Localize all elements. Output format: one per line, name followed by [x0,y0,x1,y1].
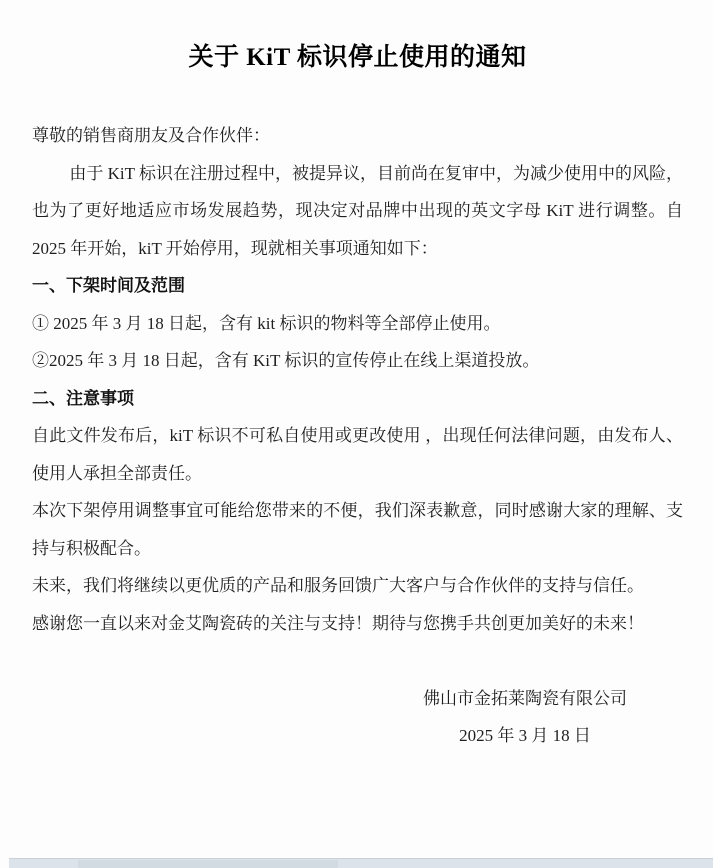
greeting-line: 尊敬的销售商朋友及合作伙伴： [32,126,270,145]
section-1-item-1: ① 2025 年 3 月 18 日起，含有 kit 标识的物料等全部停止使用。 [32,313,501,333]
legal-notice-paragraph: 自此文件发布后，kiT 标识不可私自使用或更改使用 ，出现任何法律问题，由发布人、使用人承担全部责任。 [32,426,683,483]
scrollbar-left-notch [0,858,9,868]
issue-date: 2025 年 3 月 18 日 [459,726,591,745]
apology-paragraph: 本次下架停用调整事宜可能给您带来的不便，我们深表歉意，同时感谢大家的理解、支持与积极配合。 [32,501,683,558]
future-commitment-paragraph: 未来，我们将继续以更优质的产品和服务回馈广大客户与合作伙伴的支持与信任。 [32,576,644,595]
signature-block [423,680,627,755]
intro-paragraph: 由于 KiT 标识在注册过程中，被提异议，目前尚在复审中，为减少使用中的风险，也为了更好地适应市场发展趋势，现决定对品牌中出现的英文字母 KiT 进行调整。自 2025 年开始，kiT 开始停用，现就相关事项通知如下： [32,163,683,258]
thanks-paragraph: 感谢您一直以来对金艾陶瓷砖的关注与支持！期待与您携手共创更加美好的未来！ [32,613,644,633]
section-1-item-2: ②2025 年 3 月 18 日起，含有 KiT 标识的宣传停止在线上渠道投放。 [32,351,540,370]
section-2-heading: 二、注意事项 [32,388,134,408]
document-title: 关于 KiT 标识停止使用的通知 [188,44,527,71]
scrollbar-thumb[interactable] [78,860,338,868]
company-name: 佛山市金拓莱陶瓷有限公司 [423,688,627,708]
horizontal-scrollbar[interactable] [0,858,713,868]
section-1-heading: 一、下架时间及范围 [32,276,185,295]
